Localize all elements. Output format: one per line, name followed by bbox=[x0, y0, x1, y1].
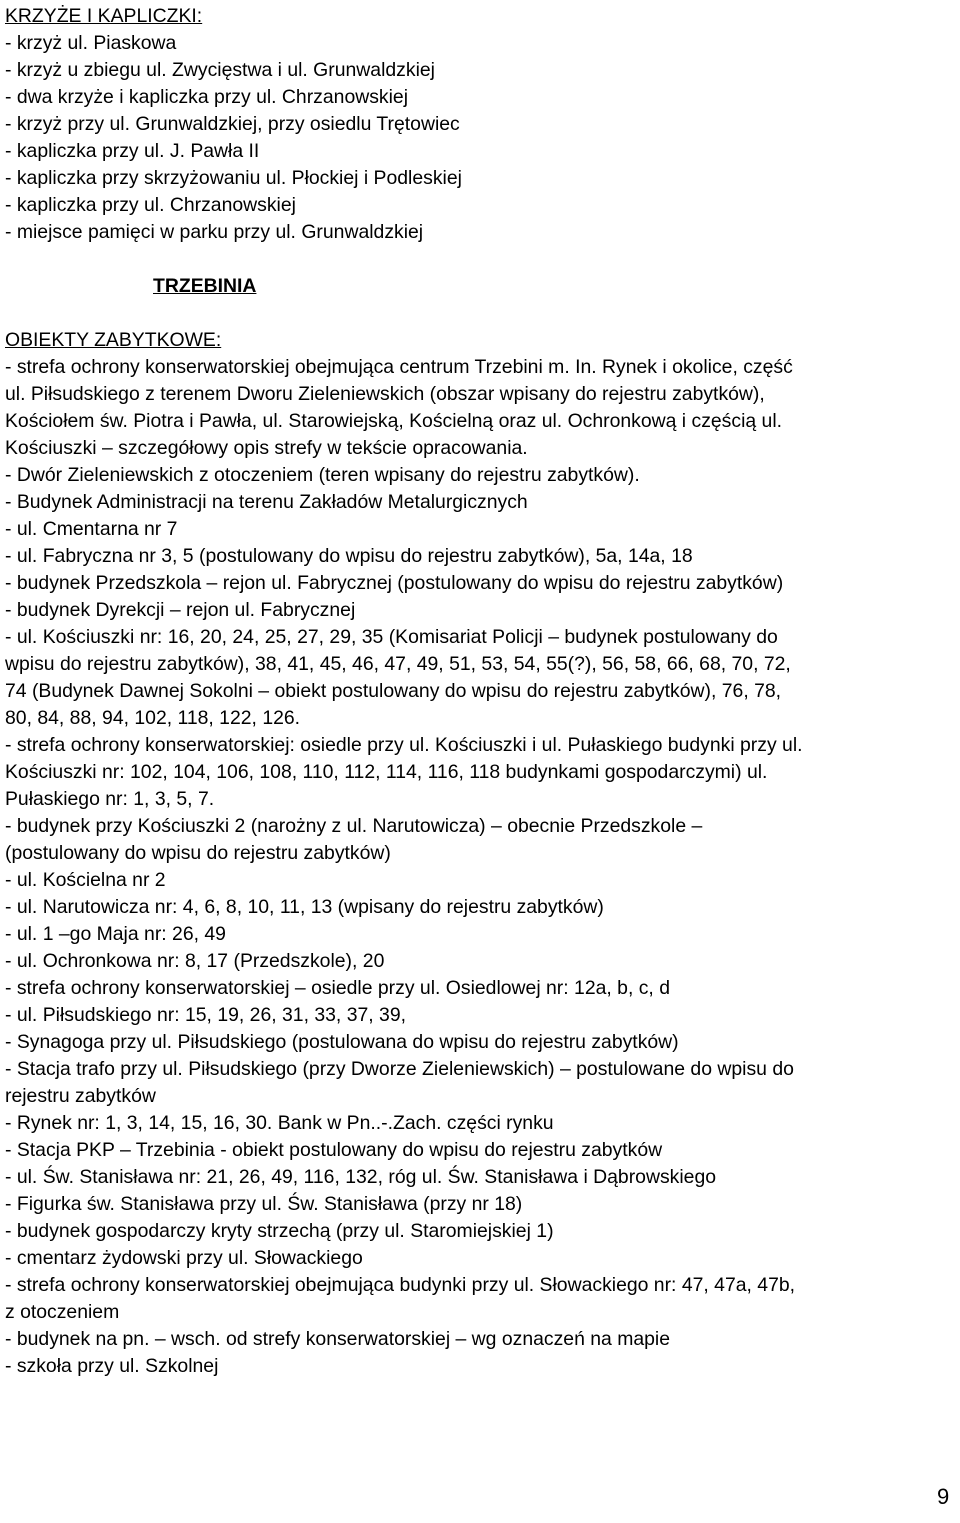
list-item: - Dwór Zieleniewskich z otoczeniem (teren wpisany do rejestru zabytków). bbox=[5, 464, 640, 486]
list-item: - szkoła przy ul. Szkolnej bbox=[5, 1355, 219, 1377]
list-item: - budynek Dyrekcji – rejon ul. Fabrycznej bbox=[5, 599, 356, 621]
list-item: - ul. Piłsudskiego nr: 15, 19, 26, 31, 33, 37, 39, bbox=[5, 1004, 406, 1026]
list-item: - Stacja PKP – Trzebinia - obiekt postulowany do wpisu do rejestru zabytków bbox=[5, 1139, 663, 1161]
list-item: - ul. 1 –go Maja nr: 26, 49 bbox=[5, 923, 226, 945]
list-item: rejestru zabytków bbox=[5, 1085, 156, 1107]
list-item: - budynek Przedszkola – rejon ul. Fabrycznej (postulowany do wpisu do rejestru zabytków) bbox=[5, 572, 784, 594]
list-item: - budynek przy Kościuszki 2 (narożny z ul. Narutowicza) – obecnie Przedszkole – bbox=[5, 815, 703, 837]
list-item: Kościołem św. Piotra i Pawła, ul. Starowiejską, Kościelną oraz ul. Ochronkową i częścią ul. bbox=[5, 410, 783, 432]
list-item: 74 (Budynek Dawnej Sokolni – obiekt postulowany do wpisu do rejestru zabytków), 76, 78, bbox=[5, 680, 782, 702]
crosses-list bbox=[5, 30, 957, 246]
list-item: - budynek gospodarczy kryty strzechą (przy ul. Staromiejskiej 1) bbox=[5, 1220, 554, 1242]
list-item: - ul. Narutowicza nr: 4, 6, 8, 10, 11, 13 (wpisany do rejestru zabytków) bbox=[5, 896, 604, 918]
list-item: Pułaskiego nr: 1, 3, 5, 7. bbox=[5, 788, 215, 810]
page-title: TRZEBINIA bbox=[153, 275, 257, 297]
list-item: - cmentarz żydowski przy ul. Słowackiego bbox=[5, 1247, 363, 1269]
list-item: - Synagoga przy ul. Piłsudskiego (postulowana do wpisu do rejestru zabytków) bbox=[5, 1031, 679, 1053]
list-item: - dwa krzyże i kapliczka przy ul. Chrzanowskiej bbox=[5, 86, 409, 108]
list-item: - strefa ochrony konserwatorskiej obejmująca centrum Trzebini m. In. Rynek i okolice, część bbox=[5, 356, 793, 378]
list-item: Kościuszki nr: 102, 104, 106, 108, 110, 112, 114, 116, 118 budynkami gospodarczymi) ul. bbox=[5, 761, 768, 783]
list-item: - ul. Cmentarna nr 7 bbox=[5, 518, 178, 540]
list-item: - Rynek nr: 1, 3, 14, 15, 16, 30. Bank w Pn..-.Zach. części rynku bbox=[5, 1112, 554, 1134]
list-item: - ul. Kościelna nr 2 bbox=[5, 869, 166, 891]
list-item: - krzyż przy ul. Grunwaldzkiej, przy osiedlu Trętowiec bbox=[5, 113, 460, 135]
list-item: - ul. Fabryczna nr 3, 5 (postulowany do wpisu do rejestru zabytków), 5a, 14a, 18 bbox=[5, 545, 693, 567]
list-item: - kapliczka przy ul. J. Pawła II bbox=[5, 140, 260, 162]
list-item: - krzyż ul. Piaskowa bbox=[5, 32, 177, 54]
document-page bbox=[5, 3, 957, 1380]
section-heading-monuments: OBIEKTY ZABYTKOWE: bbox=[5, 329, 222, 351]
list-item: 80, 84, 88, 94, 102, 118, 122, 126. bbox=[5, 707, 301, 729]
list-item: - kapliczka przy skrzyżowaniu ul. Płockiej i Podleskiej bbox=[5, 167, 462, 189]
list-item: - ul. Ochronkowa nr: 8, 17 (Przedszkole), 20 bbox=[5, 950, 385, 972]
monuments-list bbox=[5, 354, 957, 1380]
list-item: wpisu do rejestru zabytków), 38, 41, 45, 46, 47, 49, 51, 53, 54, 55(?), 56, 58, 66, 68, 70, 72, bbox=[5, 653, 791, 675]
list-item: (postulowany do wpisu do rejestru zabytków) bbox=[5, 842, 391, 864]
list-item: - budynek na pn. – wsch. od strefy konserwatorskiej – wg oznaczeń na mapie bbox=[5, 1328, 671, 1350]
list-item: - Stacja trafo przy ul. Piłsudskiego (przy Dworze Zieleniewskich) – postulowane do wpisu do bbox=[5, 1058, 794, 1080]
list-item: z otoczeniem bbox=[5, 1301, 120, 1323]
list-item: - strefa ochrony konserwatorskiej – osiedle przy ul. Osiedlowej nr: 12a, b, c, d bbox=[5, 977, 670, 999]
list-item: Kościuszki – szczegółowy opis strefy w tekście opracowania. bbox=[5, 437, 528, 459]
list-item: - Budynek Administracji na terenu Zakładów Metalurgicznych bbox=[5, 491, 528, 513]
list-item: - ul. Św. Stanisława nr: 21, 26, 49, 116, 132, róg ul. Św. Stanisława i Dąbrowskiego bbox=[5, 1166, 717, 1188]
page-number: 9 bbox=[937, 1484, 950, 1509]
list-item: - strefa ochrony konserwatorskiej obejmująca budynki przy ul. Słowackiego nr: 47, 47a, 47b, bbox=[5, 1274, 796, 1296]
list-item: - Figurka św. Stanisława przy ul. Św. Stanisława (przy nr 18) bbox=[5, 1193, 523, 1215]
list-item: - krzyż u zbiegu ul. Zwycięstwa i ul. Grunwaldzkiej bbox=[5, 59, 435, 81]
list-item: - kapliczka przy ul. Chrzanowskiej bbox=[5, 194, 296, 216]
list-item: - strefa ochrony konserwatorskiej: osiedle przy ul. Kościuszki i ul. Pułaskiego budynki przy ul. bbox=[5, 734, 803, 756]
list-item: - miejsce pamięci w parku przy ul. Grunwaldzkiej bbox=[5, 221, 424, 243]
list-item: - ul. Kościuszki nr: 16, 20, 24, 25, 27, 29, 35 (Komisariat Policji – budynek postulowany do bbox=[5, 626, 778, 648]
section-heading-crosses: KRZYŻE I KAPLICZKI: bbox=[5, 5, 203, 27]
list-item: ul. Piłsudskiego z terenem Dworu Zieleniewskich (obszar wpisany do rejestru zabytków), bbox=[5, 383, 765, 405]
